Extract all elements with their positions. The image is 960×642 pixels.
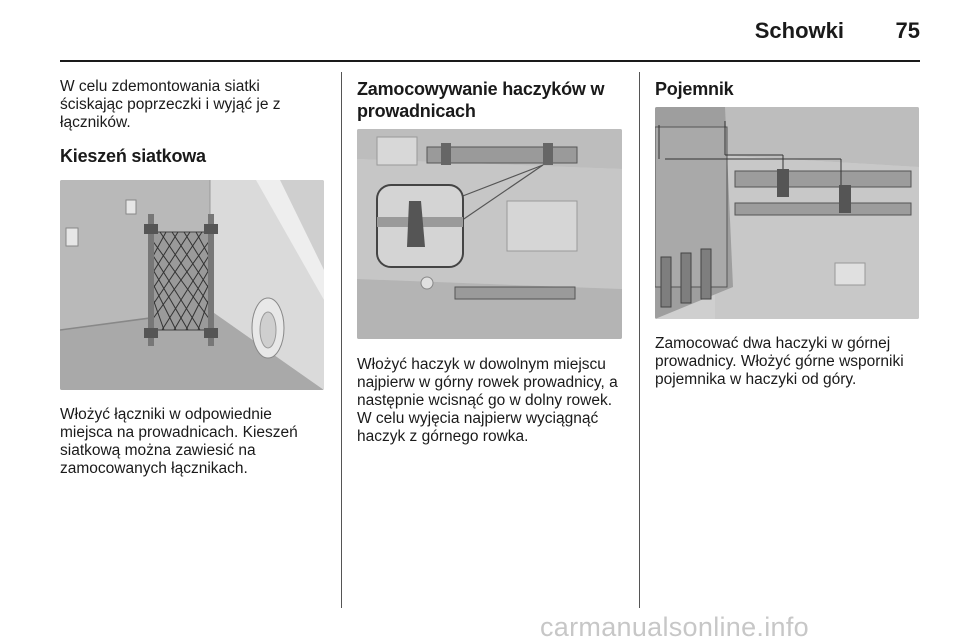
page-header <box>0 16 960 46</box>
heading-hook-mounting: Zamocowywanie haczyków w prowadnicach <box>357 79 605 121</box>
heading-container: Pojemnik <box>655 79 734 99</box>
column-divider-2 <box>639 72 640 608</box>
rail-hook-illustration-icon <box>357 129 622 339</box>
intro-paragraph: W celu zdemontowania siatki ściskając poprzeczki i wyjąć je z łączników. <box>60 78 281 131</box>
column-1 <box>60 78 325 478</box>
column-2 <box>357 78 625 446</box>
header-rule <box>60 60 920 62</box>
net-pocket-paragraph: Włożyć łączniki w odpowiednie miejsca na prowadnicach. Kieszeń siatkową można zawiesić na zamocowanych łącznikach. <box>60 406 298 477</box>
page-number: 75 <box>895 18 920 43</box>
container-paragraph: Zamocować dwa haczyki w górnej prowadnicy. Włożyć górne wsporniki pojemnika w haczyki od góry. <box>655 335 904 388</box>
luggage-net-illustration-icon <box>60 180 324 390</box>
column-3 <box>655 78 920 389</box>
watermark: carmanualsonline.info <box>540 612 809 642</box>
column-divider-1 <box>341 72 342 608</box>
heading-net-pocket: Kieszeń siatkowa <box>60 146 206 166</box>
container-illustration-icon <box>655 107 919 319</box>
section-title: Schowki <box>754 18 844 43</box>
hook-mounting-paragraph: Włożyć haczyk w dowolnym miejscu najpierw w górny rowek prowadnicy, a następnie wcisnąć go w dolny rowek. W celu wyjęcia najpierw wyciągnąć haczyk z górnego rowka. <box>357 356 618 445</box>
